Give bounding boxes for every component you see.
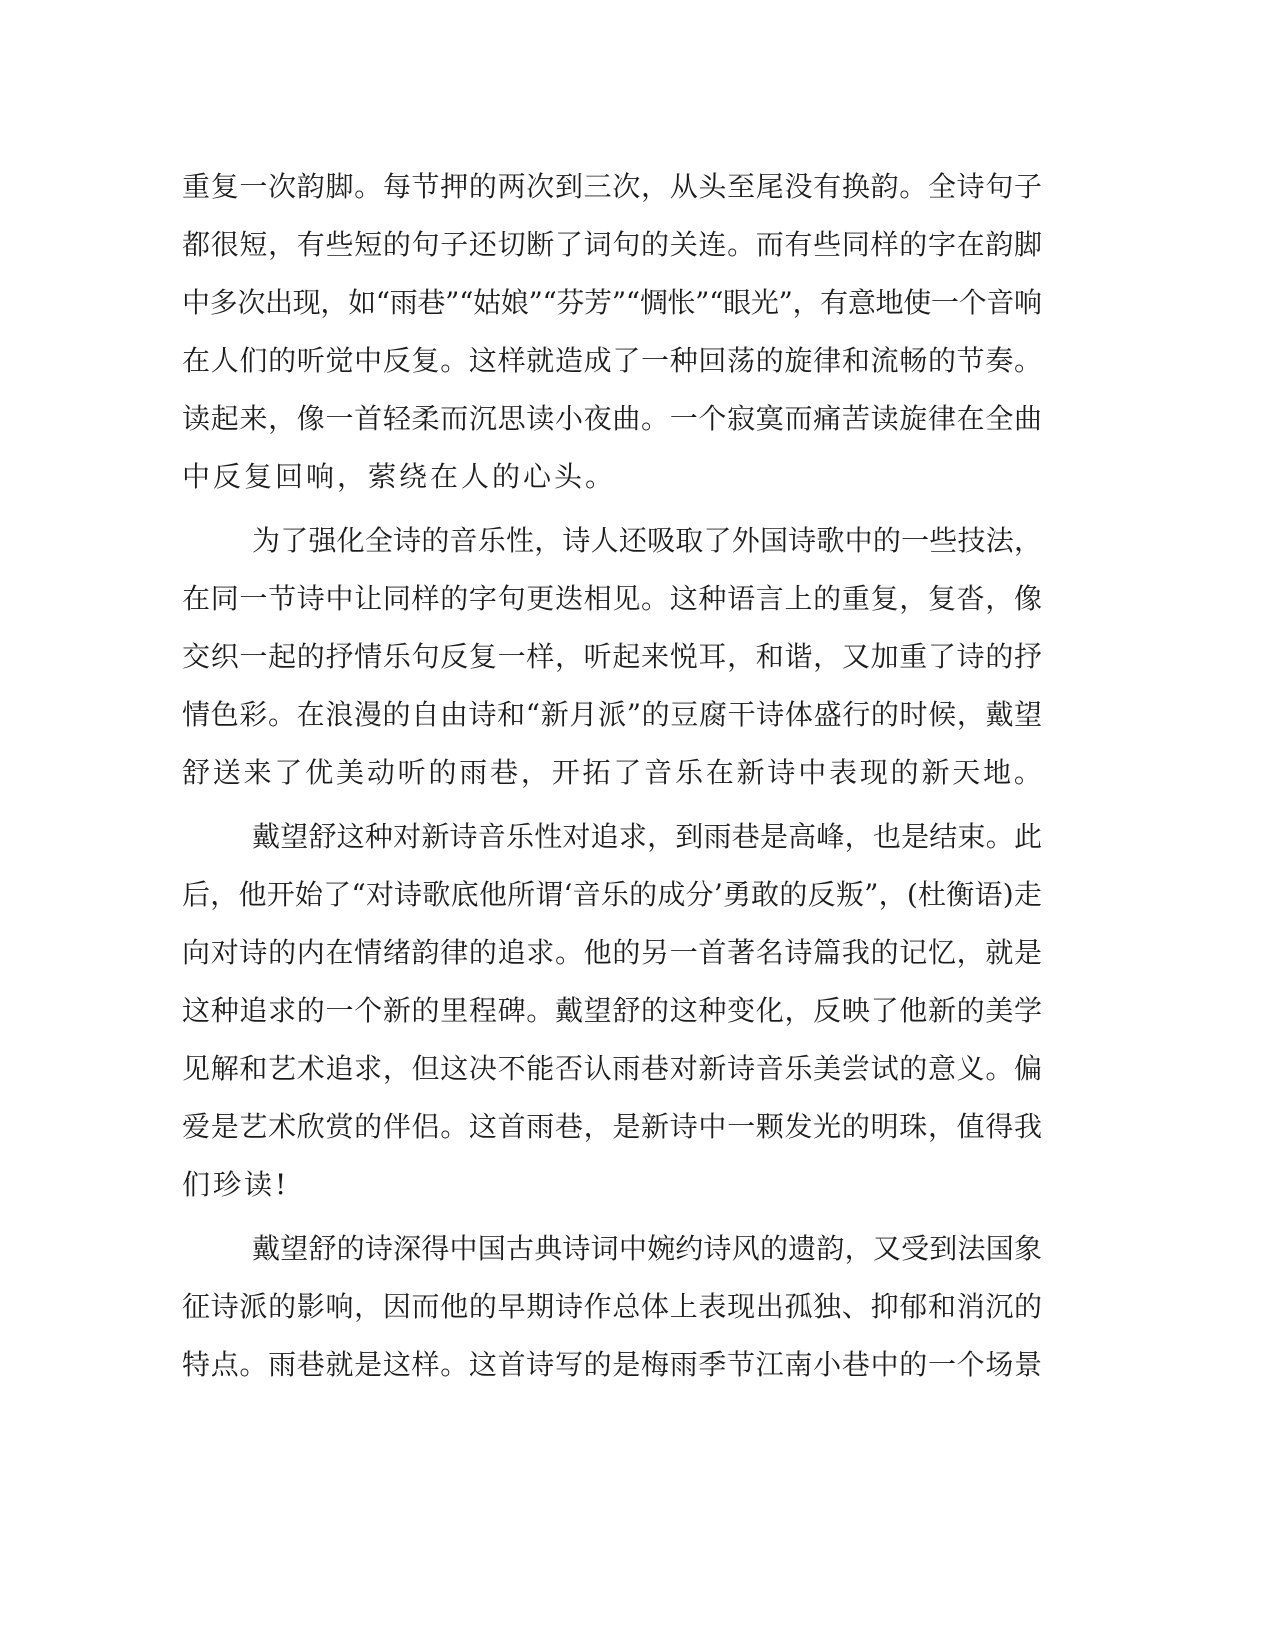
text-line: 交织一起的抒情乐句反复一样，听起来悦耳，和谐，又加重了诗的抒 (182, 640, 1043, 673)
text-line: 戴望舒这种对新诗音乐性对追求，到雨巷是高峰，也是结束。此 (252, 820, 1043, 853)
text-line: 们珍读! (182, 1168, 290, 1201)
text-line: 特点。雨巷就是这样。这首诗写的是梅雨季节江南小巷中的一个场景 (182, 1348, 1043, 1381)
text-line: 向对诗的内在情绪韵律的追求。他的另一首著名诗篇我的记忆，就是 (182, 936, 1043, 969)
text-line: 重复一次韵脚。每节押的两次到三次，从头至尾没有换韵。全诗句子 (182, 170, 1043, 203)
text-line: 读起来，像一首轻柔而沉思读小夜曲。一个寂寞而痛苦读旋律在全曲 (182, 402, 1043, 435)
text-line: 舒送来了优美动听的雨巷，开拓了音乐在新诗中表现的新天地。 (182, 756, 1045, 789)
text-line: 中多次出现，如“雨巷”“姑娘”“芬芳”“惆怅”“眼光”，有意地使一个音响 (182, 286, 1042, 319)
text-line: 中反复回响，萦绕在人的心头。 (182, 460, 617, 493)
paragraph (182, 808, 1043, 1214)
text-line: 情色彩。在浪漫的自由诗和“新月派”的豆腐干诗体盛行的时候，戴望 (182, 698, 1043, 731)
text-line: 爱是艺术欣赏的伴侣。这首雨巷，是新诗中一颗发光的明珠，值得我 (182, 1110, 1043, 1143)
text-line: 见解和艺术追求，但这决不能否认雨巷对新诗音乐美尝试的意义。偏 (182, 1052, 1043, 1085)
text-line: 都很短，有些短的句子还切断了词句的关连。而有些同样的字在韵脚 (182, 228, 1043, 261)
paragraph (182, 1220, 1043, 1394)
text-line: 后，他开始了“对诗歌底他所谓‘音乐的成分’勇敢的反叛”，(杜衡语)走 (182, 878, 1043, 911)
text-line: 在人们的听觉中反复。这样就造成了一种回荡的旋律和流畅的节奏。 (182, 344, 1043, 377)
text-line: 戴望舒的诗深得中国古典诗词中婉约诗风的遗韵，又受到法国象 (252, 1232, 1043, 1265)
paragraph (182, 158, 1043, 506)
text-line: 为了强化全诗的音乐性，诗人还吸取了外国诗歌中的一些技法， (252, 524, 1043, 557)
text-line: 征诗派的影响，因而他的早期诗作总体上表现出孤独、抑郁和消沉的 (182, 1290, 1043, 1323)
text-line: 这种追求的一个新的里程碑。戴望舒的这种变化，反映了他新的美学 (182, 994, 1043, 1027)
paragraph (182, 512, 1045, 802)
document-body (182, 158, 1045, 1394)
text-line: 在同一节诗中让同样的字句更迭相见。这种语言上的重复，复沓，像 (182, 582, 1043, 615)
